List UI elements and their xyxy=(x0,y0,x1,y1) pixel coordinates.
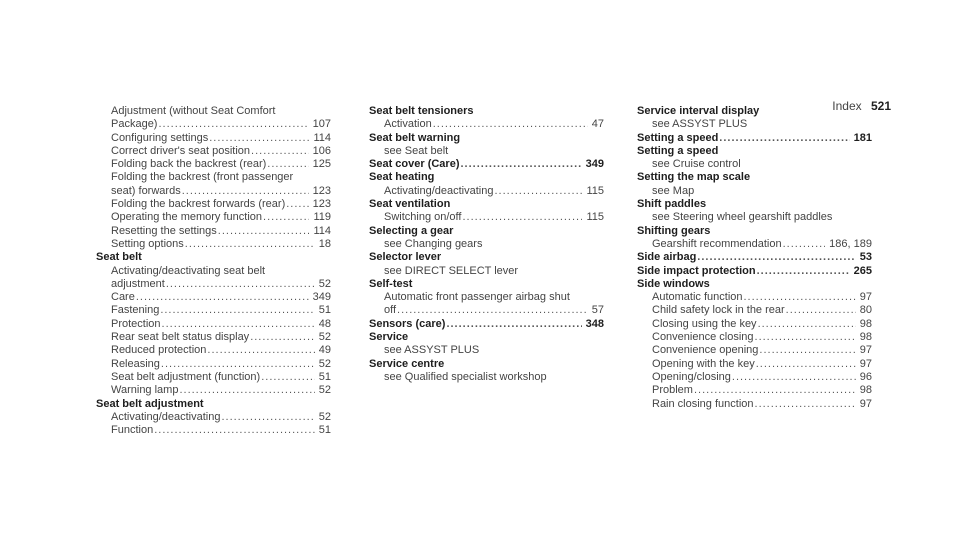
index-subentry xyxy=(637,384,872,397)
page-ref: 97 xyxy=(859,344,872,357)
index-subentry: see ASSYST PLUS xyxy=(652,118,748,131)
page-ref: 97 xyxy=(859,291,872,304)
index-heading: Shift paddles xyxy=(637,198,707,211)
page-ref: 51 xyxy=(318,304,331,317)
dot-leader xyxy=(462,211,582,224)
index-subentry xyxy=(96,411,331,424)
page-ref: 97 xyxy=(859,357,872,370)
index-heading: Seat heating xyxy=(369,171,435,184)
page-ref: 349 xyxy=(312,291,331,304)
entry-text: Seat cover (Care) xyxy=(369,158,460,171)
entry-text: Opening/closing xyxy=(652,370,731,383)
page-ref: 51 xyxy=(318,370,331,383)
page-ref: 52 xyxy=(318,384,331,397)
entry-text: Activation xyxy=(384,118,432,131)
index-subentry: see Seat belt xyxy=(384,144,449,157)
page-ref: 115 xyxy=(586,211,604,224)
entry-text: Problem xyxy=(652,384,693,397)
entry-text: Opening with the key xyxy=(652,357,755,370)
dot-leader xyxy=(783,238,826,251)
index-subentry xyxy=(637,331,872,344)
entry-text: Operating the memory function xyxy=(111,211,263,224)
index-heading xyxy=(369,318,604,331)
entry-text: Rain closing function xyxy=(652,397,754,410)
index-subentry: see Steering wheel gearshift paddles xyxy=(652,211,833,224)
entry-text: Package) xyxy=(111,118,158,131)
index-subentry: Automatic front passenger airbag shut xyxy=(384,291,570,304)
entry-text: Rear seat belt status display xyxy=(111,331,250,344)
entry-text: Seat belt adjustment (function) xyxy=(111,370,261,383)
index-heading xyxy=(637,132,872,145)
page-ref: 49 xyxy=(318,344,331,357)
page-ref: 52 xyxy=(318,357,331,370)
entry-text: Activating/deactivating xyxy=(384,184,494,197)
page-ref: 115 xyxy=(586,184,604,197)
dot-leader xyxy=(397,304,588,317)
entry-text: Fastening xyxy=(111,304,160,317)
index-heading: Side windows xyxy=(637,277,710,290)
page-ref: 52 xyxy=(318,331,331,344)
dot-leader xyxy=(166,278,315,291)
page-ref: 125 xyxy=(312,158,331,171)
dot-leader xyxy=(250,331,315,344)
page-ref: 80 xyxy=(859,304,872,317)
index-subentry: see Changing gears xyxy=(384,237,483,250)
index-subentry xyxy=(637,371,872,384)
index-subentry xyxy=(96,358,331,371)
entry-text: Child safety lock in the rear xyxy=(652,304,785,317)
index-subentry xyxy=(96,278,331,291)
index-subentry xyxy=(96,145,331,158)
index-subentry xyxy=(637,344,872,357)
page-ref: 98 xyxy=(859,384,872,397)
index-subentry xyxy=(369,211,604,224)
dot-leader xyxy=(494,185,582,198)
index-heading: Seat belt adjustment xyxy=(96,397,204,410)
page-ref: 52 xyxy=(318,410,331,423)
dot-leader xyxy=(286,198,308,211)
index-subentry xyxy=(96,158,331,171)
entry-text: Convenience closing xyxy=(652,331,754,344)
index-subentry: see ASSYST PLUS xyxy=(384,344,480,357)
index-subentry: see Cruise control xyxy=(652,158,741,171)
index-subentry xyxy=(637,304,872,317)
index-column-3 xyxy=(637,105,872,411)
index-subentry xyxy=(369,118,604,131)
entry-text: off xyxy=(384,304,397,317)
index-column-1 xyxy=(96,105,331,437)
index-subentry xyxy=(96,211,331,224)
index-heading: Setting the map scale xyxy=(637,171,751,184)
entry-text: Protection xyxy=(111,317,161,330)
entry-text: Care xyxy=(111,291,135,304)
page-ref: 96 xyxy=(859,370,872,383)
page-ref: 119 xyxy=(313,211,331,224)
dot-leader xyxy=(263,211,309,224)
entry-text: Gearshift recommendation xyxy=(652,237,782,250)
index-subentry xyxy=(96,198,331,211)
index-heading: Service interval display xyxy=(637,105,760,117)
index-subentry xyxy=(96,344,331,357)
page-ref: 51 xyxy=(318,424,331,437)
index-subentry xyxy=(637,398,872,411)
dot-leader xyxy=(158,118,308,131)
index-heading: Seat belt xyxy=(96,251,142,264)
dot-leader xyxy=(221,411,314,424)
dot-leader xyxy=(251,145,309,158)
index-column-2 xyxy=(369,105,604,384)
page-ref: 98 xyxy=(859,317,872,330)
index-heading: Service xyxy=(369,331,409,344)
entry-text: Switching on/off xyxy=(384,211,462,224)
index-subentry xyxy=(637,238,872,251)
dot-leader xyxy=(732,371,856,384)
index-heading xyxy=(637,251,872,264)
dot-leader xyxy=(161,358,315,371)
page-ref: 47 xyxy=(591,118,604,131)
entry-text: Activating/deactivating xyxy=(111,410,221,423)
dot-leader xyxy=(160,304,314,317)
index-heading: Setting a speed xyxy=(637,144,719,157)
index-heading: Seat belt warning xyxy=(369,131,461,144)
page-ref: 107 xyxy=(312,118,331,131)
dot-leader xyxy=(179,384,314,397)
index-subentry xyxy=(637,318,872,331)
entry-text: Resetting the settings xyxy=(111,224,217,237)
page-ref: 123 xyxy=(312,184,331,197)
dot-leader xyxy=(267,158,308,171)
entry-text: Warning lamp xyxy=(111,384,179,397)
entry-text: Correct driver's seat position xyxy=(111,144,251,157)
index-subentry: Adjustment (without Seat Comfort xyxy=(111,105,276,117)
dot-leader xyxy=(433,118,588,131)
page-ref: 181 xyxy=(853,131,872,144)
index-label: Index xyxy=(832,99,862,113)
dot-leader xyxy=(759,344,855,357)
index-heading: Seat belt tensioners xyxy=(369,105,474,117)
entry-text: Folding the backrest forwards (rear) xyxy=(111,198,286,211)
entry-text: Releasing xyxy=(111,357,160,370)
index-subentry xyxy=(369,304,604,317)
dot-leader xyxy=(154,424,315,437)
dot-leader xyxy=(694,384,856,397)
dot-leader xyxy=(185,238,315,251)
entry-text: Setting options xyxy=(111,237,184,250)
index-heading: Selecting a gear xyxy=(369,224,454,237)
entry-text: Side airbag xyxy=(637,251,697,264)
page-ref: 186, 189 xyxy=(829,237,872,250)
dot-leader xyxy=(207,344,314,357)
dot-leader xyxy=(786,304,856,317)
page-ref: 18 xyxy=(318,237,331,250)
index-heading: Seat ventilation xyxy=(369,198,451,211)
index-heading xyxy=(369,158,604,171)
page-ref: 348 xyxy=(585,317,604,330)
dot-leader xyxy=(744,291,856,304)
entry-text: Closing using the key xyxy=(652,317,757,330)
entry-text: adjustment xyxy=(111,277,165,290)
page-ref: 123 xyxy=(312,198,331,211)
entry-text: Folding back the backrest (rear) xyxy=(111,158,267,171)
page-ref: 349 xyxy=(585,158,604,171)
index-subentry: Folding the backrest (front passenger xyxy=(111,171,294,184)
index-subentry xyxy=(96,371,331,384)
entry-text: Convenience opening xyxy=(652,344,759,357)
page-ref: 106 xyxy=(312,144,331,157)
page-ref: 114 xyxy=(313,131,331,144)
dot-leader xyxy=(756,358,856,371)
index-subentry xyxy=(96,238,331,251)
dot-leader xyxy=(758,318,856,331)
page-number: 521 xyxy=(870,99,891,113)
dot-leader xyxy=(461,158,582,171)
index-subentry: Activating/deactivating seat belt xyxy=(111,264,266,277)
index-heading: Self-test xyxy=(369,277,413,290)
dot-leader xyxy=(755,331,856,344)
page-ref: 57 xyxy=(591,304,604,317)
index-subentry xyxy=(96,225,331,238)
dot-leader xyxy=(719,132,849,145)
index-subentry xyxy=(96,185,331,198)
entry-text: seat) forwards xyxy=(111,184,181,197)
index-subentry xyxy=(637,358,872,371)
index-subentry xyxy=(96,132,331,145)
dot-leader xyxy=(136,291,309,304)
index-subentry: see Map xyxy=(652,184,695,197)
index-subentry xyxy=(96,331,331,344)
page-ref: 52 xyxy=(318,277,331,290)
dot-leader xyxy=(209,132,309,145)
dot-leader xyxy=(182,185,309,198)
page-ref: 48 xyxy=(318,317,331,330)
entry-text: Side impact protection xyxy=(637,264,756,277)
index-subentry xyxy=(96,118,331,131)
page-ref: 53 xyxy=(859,251,872,264)
index-subentry xyxy=(96,318,331,331)
entry-text: Automatic function xyxy=(652,291,743,304)
dot-leader xyxy=(446,318,581,331)
entry-text: Configuring settings xyxy=(111,131,209,144)
page-ref: 265 xyxy=(853,264,872,277)
index-subentry xyxy=(96,384,331,397)
dot-leader xyxy=(261,371,315,384)
index-subentry: see Qualified specialist workshop xyxy=(384,370,547,383)
entry-text: Function xyxy=(111,424,154,437)
dot-leader xyxy=(218,225,310,238)
index-heading xyxy=(637,265,872,278)
page-ref: 114 xyxy=(313,224,331,237)
index-heading: Shifting gears xyxy=(637,224,711,237)
dot-leader xyxy=(162,318,315,331)
entry-text: Reduced protection xyxy=(111,344,207,357)
dot-leader xyxy=(697,251,855,264)
page-ref: 97 xyxy=(859,397,872,410)
index-subentry xyxy=(96,424,331,437)
index-subentry xyxy=(96,291,331,304)
index-subentry xyxy=(637,291,872,304)
index-heading: Service centre xyxy=(369,357,445,370)
dot-leader xyxy=(757,265,850,278)
index-subentry xyxy=(369,185,604,198)
page-ref: 98 xyxy=(859,331,872,344)
entry-text: Sensors (care) xyxy=(369,317,446,330)
entry-text: Setting a speed xyxy=(637,131,719,144)
dot-leader xyxy=(755,398,856,411)
index-subentry: see DIRECT SELECT lever xyxy=(384,264,519,277)
index-subentry xyxy=(96,304,331,317)
index-heading: Selector lever xyxy=(369,251,442,264)
